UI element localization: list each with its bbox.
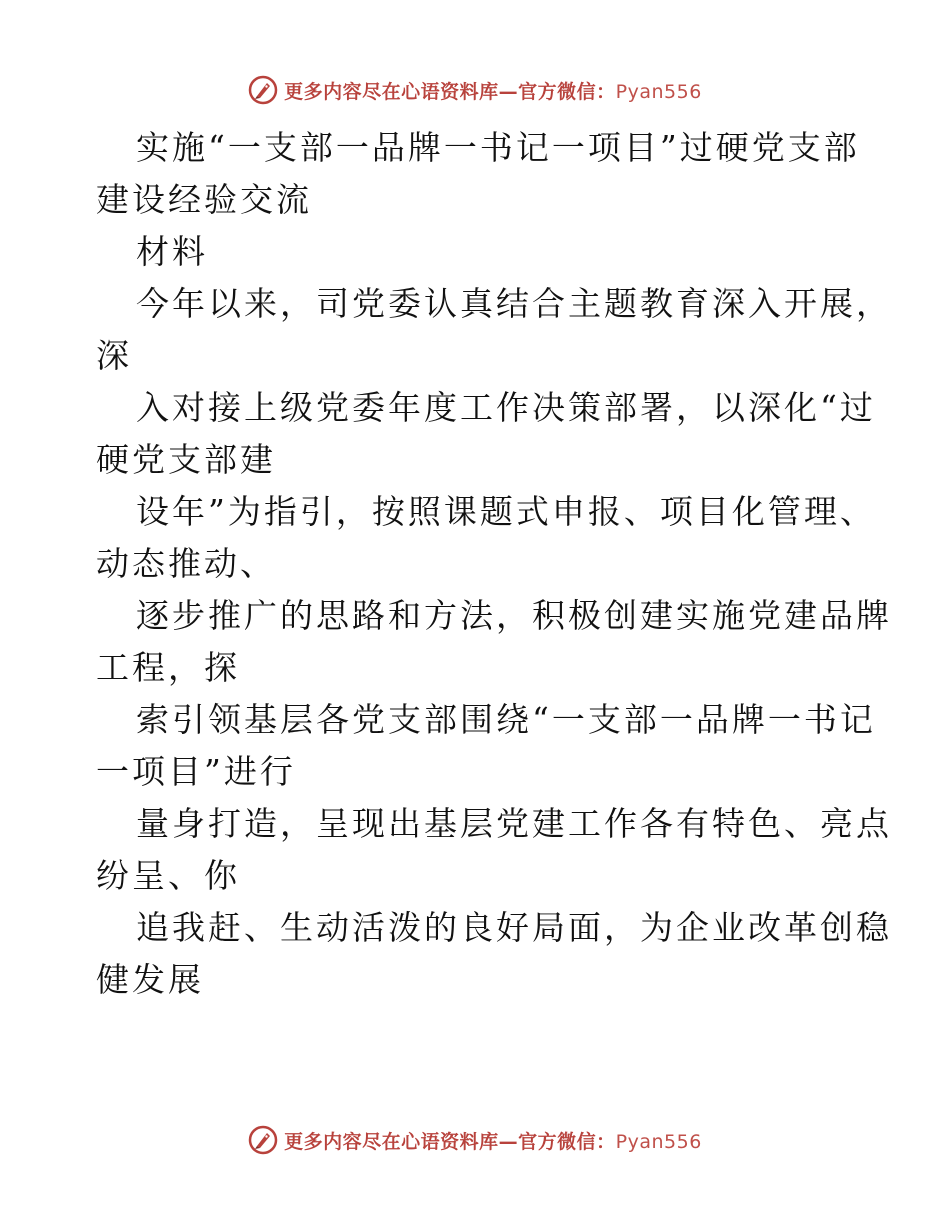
paragraph-line: 追我赶、生动活泼的良好局面，为企业改革创稳 bbox=[136, 908, 892, 947]
paragraph-line: 健发展 bbox=[96, 960, 204, 999]
pen-nib-logo-icon bbox=[248, 1125, 278, 1155]
document-body bbox=[96, 122, 892, 1006]
paragraph-line: 量身打造，呈现出基层党建工作各有特色、亮点 bbox=[136, 804, 892, 843]
paragraph-line: 动态推动、 bbox=[96, 544, 276, 583]
paragraph-line: 索引领基层各党支部围绕“一支部一品牌一书记 bbox=[136, 700, 876, 739]
paragraph-line: 硬党支部建 bbox=[96, 440, 276, 479]
paragraph-line: 工程，探 bbox=[96, 648, 240, 687]
paragraph-line: 实施“一支部一品牌一书记一项目”过硬党支部 bbox=[136, 128, 860, 167]
paragraph-line: 深 bbox=[96, 336, 132, 375]
paragraph-line: 逐步推广的思路和方法，积极创建实施党建品牌 bbox=[136, 596, 892, 635]
paragraph-line: 纷呈、你 bbox=[96, 856, 240, 895]
paragraph-line: 建设经验交流 bbox=[96, 180, 312, 219]
footer-watermark bbox=[0, 1122, 950, 1158]
paragraph-line: 设年”为指引，按照课题式申报、项目化管理、 bbox=[136, 492, 876, 531]
watermark-text: 更多内容尽在心语资料库—官方微信：Pyan556 bbox=[284, 80, 702, 103]
watermark-text: 更多内容尽在心语资料库—官方微信：Pyan556 bbox=[284, 1130, 702, 1153]
paragraph-line: 一项目”进行 bbox=[96, 752, 296, 791]
pen-nib-logo-icon bbox=[248, 75, 278, 105]
paragraph-line: 材料 bbox=[136, 232, 208, 271]
paragraph-line: 入对接上级党委年度工作决策部署，以深化“过 bbox=[136, 388, 876, 427]
paragraph-line: 今年以来，司党委认真结合主题教育深入开展， bbox=[136, 284, 892, 323]
header-watermark bbox=[0, 72, 950, 108]
